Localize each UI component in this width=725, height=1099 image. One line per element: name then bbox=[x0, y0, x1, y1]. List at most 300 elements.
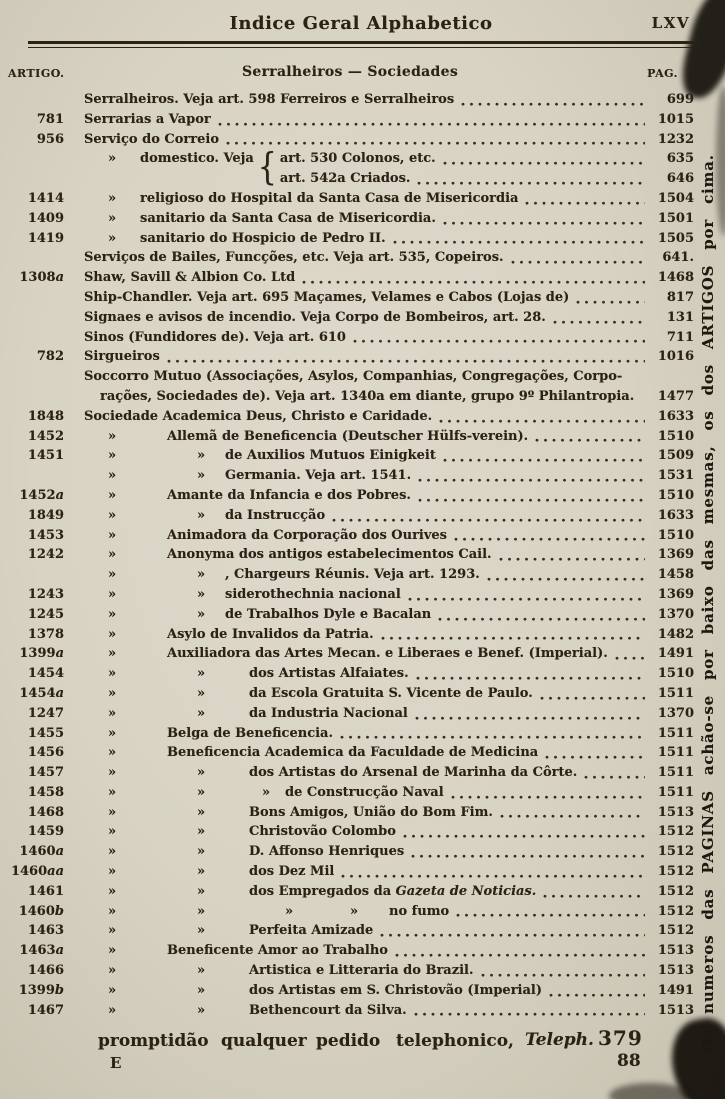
artigo-suffix: a bbox=[55, 844, 64, 860]
index-row bbox=[6, 664, 694, 684]
dot-leader bbox=[395, 953, 645, 958]
entry bbox=[84, 189, 650, 209]
scan-artifact-right-edge bbox=[716, 86, 725, 236]
artigo-suffix: a bbox=[55, 487, 64, 503]
index-row bbox=[6, 526, 694, 546]
page-number: 646 bbox=[666, 171, 694, 187]
artigo-number: 1468 bbox=[27, 804, 64, 820]
page-number: 1458 bbox=[657, 567, 694, 583]
artigo-number bbox=[6, 367, 64, 407]
page-number: 711 bbox=[666, 329, 694, 345]
artigo-number: 1458 bbox=[27, 784, 64, 800]
ditto-mark: » bbox=[108, 606, 117, 622]
entry bbox=[84, 862, 650, 882]
margin-note: Os numeros das PAGINAS achão-se por baixo das mesmas, os dos ARTIGOS por cima. bbox=[699, 154, 717, 1052]
entry-line bbox=[84, 387, 694, 407]
entry bbox=[84, 466, 650, 486]
dot-leader bbox=[416, 676, 645, 681]
page-number: 1512 bbox=[657, 883, 694, 899]
dot-leader bbox=[418, 498, 645, 503]
page-number: 1511 bbox=[657, 745, 694, 761]
entry-text: no fumo bbox=[389, 903, 450, 919]
entry-text: de Construcção Naval bbox=[285, 784, 444, 800]
artigo-number: 1459 bbox=[27, 824, 64, 840]
page-number: 1482 bbox=[657, 626, 694, 642]
entry-text: dos Artistas Alfaiates. bbox=[249, 666, 409, 682]
double-rule bbox=[28, 41, 699, 48]
entry bbox=[84, 328, 650, 348]
dot-leader bbox=[511, 260, 645, 265]
ditto-mark: » bbox=[350, 903, 359, 919]
page-number: 641. bbox=[662, 250, 694, 266]
ditto-mark: » bbox=[262, 784, 271, 800]
ditto-mark: » bbox=[197, 982, 206, 998]
ditto-mark: » bbox=[285, 903, 294, 919]
entry bbox=[84, 209, 650, 229]
artigo-number: 1457 bbox=[27, 765, 64, 781]
page-number: 1509 bbox=[657, 448, 694, 464]
entry-text: Ship-Chandler. Veja art. 695 Maçames, Velames e Cabos (Lojas de) bbox=[84, 289, 570, 305]
index-row bbox=[6, 605, 694, 625]
ditto-mark: » bbox=[197, 824, 206, 840]
entry-text: D. Affonso Henriques bbox=[249, 844, 405, 860]
dot-leader bbox=[332, 518, 645, 523]
index-row bbox=[6, 130, 694, 150]
dot-leader bbox=[418, 478, 645, 483]
ditto-mark: » bbox=[108, 1002, 117, 1018]
artigo-number: 1454 bbox=[27, 666, 64, 682]
dot-leader bbox=[456, 913, 645, 918]
entry-text: da Instrucção bbox=[225, 507, 326, 523]
ditto-mark: » bbox=[108, 448, 117, 464]
dot-leader bbox=[381, 636, 645, 641]
dot-leader bbox=[415, 716, 645, 721]
artigo-number bbox=[6, 466, 64, 486]
index-row bbox=[6, 427, 694, 447]
dot-leader bbox=[454, 537, 645, 542]
entry-text-italic: Gazeta de Noticias. bbox=[395, 883, 537, 899]
artigo-number: 1463a bbox=[19, 943, 64, 959]
index-row bbox=[6, 1001, 694, 1021]
artigo-number bbox=[6, 288, 64, 308]
page-number: 1016 bbox=[657, 349, 694, 365]
artigo-number: 1452a bbox=[19, 487, 64, 503]
index-row bbox=[6, 229, 694, 249]
artigo-number: 1467 bbox=[27, 1002, 64, 1018]
page-number: 1501 bbox=[657, 210, 694, 226]
entry-text: dos Dez Mil bbox=[249, 864, 335, 880]
index-row bbox=[6, 446, 694, 466]
entry-text: Asylo de Invalidos da Patria. bbox=[167, 626, 374, 642]
dot-leader bbox=[487, 577, 645, 582]
page-number: 1015 bbox=[657, 111, 694, 127]
footer-phone-number: 379 bbox=[598, 1026, 643, 1050]
dot-leader bbox=[353, 339, 645, 344]
page-number: 1513 bbox=[657, 963, 694, 979]
ditto-mark: » bbox=[108, 487, 117, 503]
artigo-number: 1243 bbox=[27, 586, 64, 602]
index-row bbox=[6, 308, 694, 328]
entry bbox=[84, 902, 650, 922]
index-row bbox=[6, 347, 694, 367]
page-number: 1513 bbox=[657, 804, 694, 820]
entry-text: Serviços de Bailes, Funcções, etc. Veja art. 535, Copeiros. bbox=[84, 250, 504, 266]
index-row bbox=[6, 704, 694, 724]
entry bbox=[84, 664, 650, 684]
index-row bbox=[6, 842, 694, 862]
dot-leader bbox=[540, 696, 645, 701]
entry-text: Serralheiros. Veja art. 598 Ferreiros e Serralheiros bbox=[84, 92, 455, 107]
entry bbox=[84, 526, 650, 546]
ditto-mark: » bbox=[108, 963, 117, 979]
ditto-mark: » bbox=[197, 784, 206, 800]
brace: { bbox=[257, 146, 277, 190]
entry-text: Beneficencia Academica da Faculdade de Medicina bbox=[167, 745, 539, 761]
index-row bbox=[6, 625, 694, 645]
entry-line bbox=[84, 367, 694, 387]
index-row bbox=[6, 248, 694, 268]
footer-word: pedido bbox=[316, 1031, 381, 1051]
entry bbox=[84, 822, 650, 842]
page-number: 1511 bbox=[657, 765, 694, 781]
page-number: 1633 bbox=[657, 507, 694, 523]
ditto-mark: » bbox=[197, 923, 206, 939]
ditto-mark: » bbox=[197, 864, 206, 880]
dot-leader bbox=[411, 854, 645, 859]
entry bbox=[84, 644, 650, 664]
artigo-number: 1308a bbox=[19, 270, 64, 286]
ditto-mark: » bbox=[108, 804, 117, 820]
entry bbox=[84, 743, 650, 763]
artigo-number: 1242 bbox=[27, 547, 64, 563]
ditto-mark: » bbox=[197, 804, 206, 820]
page-number: 1512 bbox=[657, 923, 694, 939]
ditto-mark: » bbox=[108, 468, 117, 484]
entry bbox=[84, 941, 650, 961]
index-row bbox=[6, 902, 694, 922]
ditto-mark: » bbox=[108, 864, 117, 880]
page-number: 1512 bbox=[657, 864, 694, 880]
ditto-mark: » bbox=[108, 190, 117, 206]
index-row bbox=[6, 268, 694, 288]
entry bbox=[84, 446, 650, 466]
ditto-mark: » bbox=[108, 507, 117, 523]
page-number: 1512 bbox=[657, 903, 694, 919]
page-number: 1513 bbox=[657, 1002, 694, 1018]
ditto-mark: » bbox=[108, 705, 117, 721]
index-row bbox=[6, 288, 694, 308]
page-number: 1512 bbox=[657, 844, 694, 860]
index-row bbox=[6, 565, 694, 585]
artigo-number bbox=[6, 328, 64, 348]
entry-text: religioso do Hospital da Santa Casa de Misericordia bbox=[140, 190, 519, 206]
entry bbox=[84, 921, 650, 941]
artigo-number: 1463 bbox=[27, 923, 64, 939]
brace-lines bbox=[280, 149, 694, 189]
entry bbox=[84, 1001, 650, 1021]
entry-text: Serviço do Correio bbox=[84, 131, 219, 147]
page-number: 1511 bbox=[657, 784, 694, 800]
artigo-number: 956 bbox=[36, 131, 64, 147]
entry-text: Germania. Veja art. 1541. bbox=[225, 468, 412, 484]
ditto-mark: » bbox=[108, 666, 117, 682]
page-number: 1491 bbox=[657, 646, 694, 662]
entry-text: Sirgueiros bbox=[84, 349, 160, 365]
artigo-number: 1456 bbox=[27, 745, 64, 761]
index-row bbox=[6, 486, 694, 506]
artigo-number: 782 bbox=[36, 349, 64, 365]
index-row bbox=[6, 209, 694, 229]
page-number: 131 bbox=[666, 309, 694, 325]
page-number: 1369 bbox=[657, 586, 694, 602]
index-row bbox=[6, 981, 694, 1001]
ditto-mark: » bbox=[108, 824, 117, 840]
entry-text: dos Artistas em S. Christovão (Imperial) bbox=[249, 982, 543, 998]
ditto-mark: » bbox=[197, 666, 206, 682]
ditto-mark: » bbox=[108, 210, 117, 226]
dot-leader bbox=[535, 438, 645, 443]
ditto-mark: » bbox=[108, 982, 117, 998]
page-number: 1510 bbox=[657, 666, 694, 682]
footer-phone-number-secondary: 88 bbox=[617, 1051, 641, 1071]
section-heading: Serralheiros — Sociedades bbox=[241, 64, 459, 80]
entry-text: Allemã de Beneficencia (Deutscher Hülfs-verein). bbox=[167, 428, 529, 444]
entry bbox=[84, 545, 650, 565]
index-row bbox=[6, 822, 694, 842]
entry bbox=[84, 110, 650, 130]
entry-text: Bethencourt da Silva. bbox=[249, 1002, 407, 1018]
ditto-mark: » bbox=[197, 705, 206, 721]
ditto-mark: » bbox=[108, 765, 117, 781]
column-header-pag: PAG. bbox=[647, 67, 678, 80]
footer-word: qualquer bbox=[221, 1031, 307, 1051]
artigo-suffix: a bbox=[55, 270, 64, 286]
entry bbox=[84, 407, 650, 427]
artigo-number: 1409 bbox=[27, 210, 64, 226]
ditto-mark: » bbox=[108, 745, 117, 761]
dot-leader bbox=[167, 359, 645, 364]
dot-leader bbox=[393, 240, 645, 245]
entry-text: sanitario do Hospicio de Pedro II. bbox=[140, 230, 386, 246]
artigo-number: 1455 bbox=[27, 725, 64, 741]
entry-text: Serrarias a Vapor bbox=[84, 111, 211, 127]
entry-text: da Industria Nacional bbox=[249, 705, 408, 721]
artigo-number bbox=[6, 308, 64, 328]
dot-leader bbox=[451, 795, 645, 800]
ditto-mark: » bbox=[108, 923, 117, 939]
ditto-mark: » bbox=[108, 646, 117, 662]
entry bbox=[84, 803, 650, 823]
ditto-mark: » bbox=[197, 765, 206, 781]
index-row bbox=[6, 407, 694, 427]
entry-text: , Chargeurs Réunis. Veja art. 1293. bbox=[225, 567, 480, 583]
index-row bbox=[6, 941, 694, 961]
entry bbox=[84, 882, 650, 902]
ditto-mark: » bbox=[108, 943, 117, 959]
dot-leader bbox=[403, 834, 645, 839]
ditto-mark: » bbox=[108, 784, 117, 800]
dot-leader bbox=[417, 181, 645, 186]
entry bbox=[84, 506, 650, 526]
page-number: 1531 bbox=[657, 468, 694, 484]
index-row bbox=[6, 724, 694, 744]
entry-text: Anonyma dos antigos estabelecimentos Cail. bbox=[167, 547, 492, 563]
dot-leader bbox=[545, 755, 645, 760]
ditto-mark: » bbox=[108, 527, 117, 543]
artigo-suffix: b bbox=[54, 982, 64, 998]
entry-text: Soccorro Mutuo (Associações, Asylos, Companhias, Congregações, Corpo- bbox=[84, 369, 623, 385]
ditto-mark: » bbox=[108, 903, 117, 919]
dot-leader bbox=[461, 102, 645, 107]
ditto-mark: » bbox=[108, 725, 117, 741]
entry bbox=[84, 961, 650, 981]
artigo-number: 781 bbox=[36, 111, 64, 127]
page-number: 1513 bbox=[657, 943, 694, 959]
index-row bbox=[6, 328, 694, 348]
artigo-number: 1247 bbox=[27, 705, 64, 721]
entry-text: domestico. Veja bbox=[140, 151, 254, 167]
ditto-mark: » bbox=[108, 626, 117, 642]
index-row bbox=[6, 743, 694, 763]
dot-leader bbox=[481, 973, 645, 978]
entry-text: Sinos (Fundidores de). Veja art. 610 bbox=[84, 329, 346, 345]
ditto-mark: » bbox=[197, 448, 206, 464]
dot-leader bbox=[443, 458, 645, 463]
artigo-suffix: b bbox=[54, 903, 64, 919]
entry-text: Animadora da Corporação dos Ourives bbox=[167, 527, 448, 543]
dot-leader bbox=[408, 597, 645, 602]
ditto-mark: » bbox=[197, 963, 206, 979]
dot-leader bbox=[341, 874, 645, 879]
entry bbox=[84, 229, 650, 249]
artigo-number: 1461 bbox=[27, 883, 64, 899]
artigo-number: 1460a bbox=[19, 844, 64, 860]
folio-number: LXV bbox=[651, 14, 690, 32]
entry-text: dos Artistas do Arsenal de Marinha da Côrte. bbox=[249, 765, 578, 781]
dot-leader bbox=[549, 993, 645, 998]
brace-entry bbox=[84, 146, 694, 190]
multiline-entry bbox=[84, 367, 694, 407]
table-head bbox=[6, 64, 694, 82]
ditto-mark: » bbox=[108, 567, 117, 583]
entry-text: art. 542a Criados. bbox=[279, 171, 411, 187]
dot-leader bbox=[525, 201, 645, 206]
index-row bbox=[6, 882, 694, 902]
ditto-mark: » bbox=[197, 586, 206, 602]
entry bbox=[84, 783, 650, 803]
index-row bbox=[6, 862, 694, 882]
page-number: 1510 bbox=[657, 487, 694, 503]
artigo-number: 1453 bbox=[27, 527, 64, 543]
page-number: 1232 bbox=[657, 131, 694, 147]
artigo-number bbox=[6, 565, 64, 585]
ditto-mark: » bbox=[108, 428, 117, 444]
entry-text: dos Empregados da Gazeta de Noticias. bbox=[249, 883, 537, 899]
ditto-mark: » bbox=[108, 586, 117, 602]
ditto-mark: » bbox=[197, 883, 206, 899]
column-header-artigo: ARTIGO. bbox=[8, 67, 65, 80]
index-row bbox=[6, 506, 694, 526]
index-row bbox=[6, 803, 694, 823]
ditto-mark: » bbox=[108, 151, 117, 167]
dot-leader bbox=[340, 735, 645, 740]
ditto-mark: » bbox=[197, 507, 206, 523]
ditto-mark: » bbox=[197, 468, 206, 484]
entry bbox=[84, 763, 650, 783]
dot-leader bbox=[584, 775, 645, 780]
ditto-mark: » bbox=[197, 1002, 206, 1018]
index-row bbox=[6, 90, 694, 110]
page-number: 1477 bbox=[657, 388, 694, 404]
page-number: 1369 bbox=[657, 547, 694, 563]
dot-leader bbox=[438, 617, 645, 622]
index-row bbox=[6, 146, 694, 190]
artigo-number: 1451 bbox=[27, 448, 64, 464]
entry bbox=[84, 130, 650, 150]
entry-text: Auxiliadora das Artes Mecan. e Liberaes e Benef. (Imperial). bbox=[167, 646, 608, 662]
entry-text: Shaw, Savill & Albion Co. Ltd bbox=[84, 270, 296, 286]
dot-leader bbox=[414, 1012, 645, 1017]
index-row bbox=[6, 466, 694, 486]
artigo-number: 1848 bbox=[27, 408, 64, 424]
page-number: 1512 bbox=[657, 824, 694, 840]
dot-leader bbox=[380, 933, 645, 938]
entry bbox=[84, 605, 650, 625]
dot-leader bbox=[615, 656, 645, 661]
ditto-mark: » bbox=[108, 685, 117, 701]
artigo-suffix: a bbox=[55, 646, 64, 662]
dot-leader bbox=[443, 221, 645, 226]
entry-text: Christovão Colombo bbox=[249, 824, 396, 840]
page-number: 635 bbox=[666, 151, 694, 167]
page-number: 1510 bbox=[657, 428, 694, 444]
index-rows bbox=[6, 90, 694, 1020]
printer-signature-mark: E bbox=[110, 1054, 122, 1072]
entry-text: Belga de Beneficencia. bbox=[167, 725, 333, 741]
ditto-mark: » bbox=[108, 844, 117, 860]
index-row bbox=[6, 367, 694, 407]
artigo-number: 1454a bbox=[19, 685, 64, 701]
dot-leader bbox=[499, 557, 645, 562]
ditto-mark: » bbox=[108, 547, 117, 563]
index-row bbox=[6, 783, 694, 803]
entry-text: da Escola Gratuita S. Vicente de Paulo. bbox=[249, 685, 533, 701]
page-number: 1510 bbox=[657, 527, 694, 543]
page-number: 1370 bbox=[657, 606, 694, 622]
ditto-mark: » bbox=[197, 685, 206, 701]
footer-word: telephonico, bbox=[396, 1031, 514, 1051]
dot-leader bbox=[500, 814, 645, 819]
artigo-number: 1452 bbox=[27, 428, 64, 444]
ditto-mark: » bbox=[197, 844, 206, 860]
ditto-mark: » bbox=[197, 606, 206, 622]
dot-leader bbox=[443, 161, 645, 166]
entry bbox=[84, 565, 650, 585]
entry bbox=[84, 981, 650, 1001]
ditto-mark: » bbox=[197, 903, 206, 919]
artigo-number: 1399a bbox=[19, 646, 64, 662]
dot-leader bbox=[576, 300, 645, 305]
index-row bbox=[6, 921, 694, 941]
entry bbox=[84, 486, 650, 506]
entry-text: Perfeita Amizade bbox=[249, 923, 374, 939]
page-number: 1468 bbox=[657, 270, 694, 286]
entry-text: siderothechnia nacional bbox=[225, 586, 401, 602]
page-title: Indice Geral Alphabetico bbox=[229, 13, 493, 34]
entry bbox=[84, 248, 650, 268]
index-row bbox=[6, 545, 694, 565]
entry-text: rações, Sociedades de). Veja art. 1340a em diante, grupo 9º Philantropia. bbox=[100, 388, 635, 404]
